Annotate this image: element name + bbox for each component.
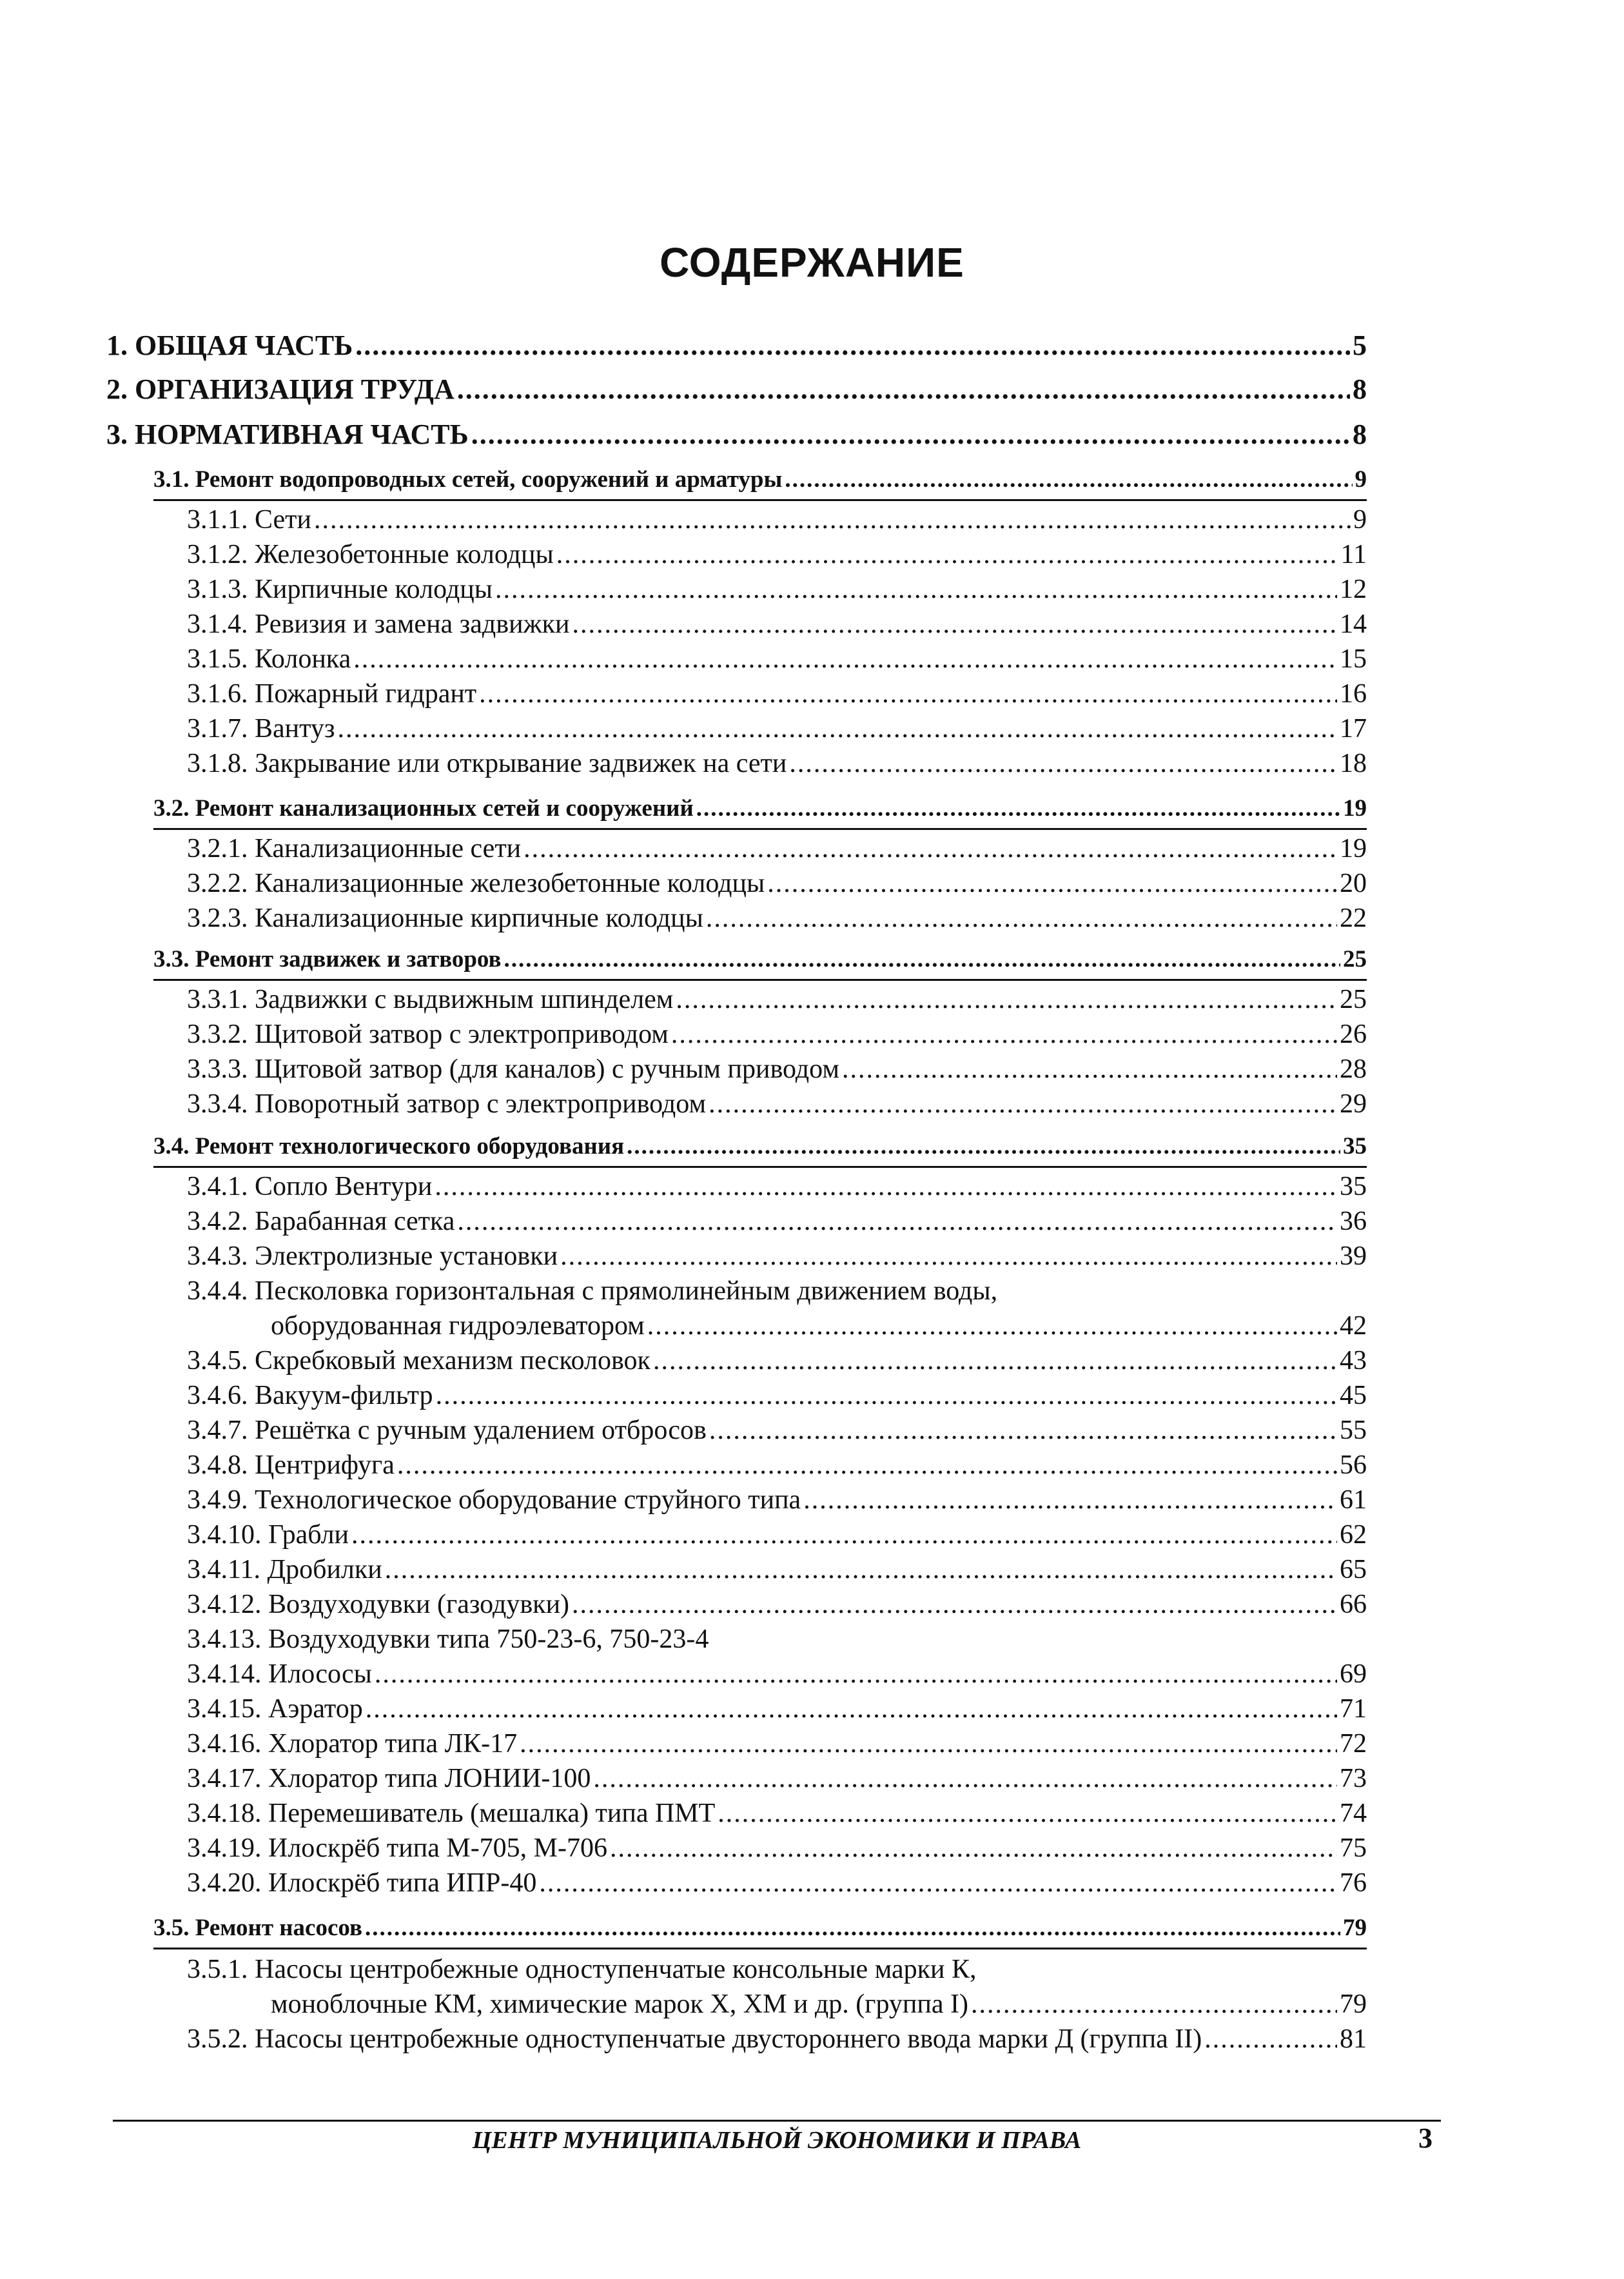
toc-page: 17 [1340, 714, 1367, 744]
toc-label: 3.4.12. Воздуходувки (газодувки) [187, 1590, 570, 1619]
leader-dots [479, 678, 1337, 709]
leader-dots [560, 1241, 1337, 1272]
toc-label: 3.5.2. Насосы центробежные одноступенчатые двустороннего ввода марки Д (группа II) [187, 2024, 1202, 2054]
toc-label: 3.1.6. Пожарный гидрант [187, 679, 477, 709]
leader-dots [471, 418, 1350, 451]
toc-label: 3.4.19. Илоскрёб типа М-705, М-706 [187, 1833, 608, 1863]
leader-dots [842, 1054, 1337, 1085]
toc-entry-3-4-7[interactable] [187, 1415, 1367, 1446]
toc-label: 3.4.14. Илососы [187, 1659, 372, 1689]
leader-dots [435, 1171, 1337, 1202]
leader-dots [457, 373, 1350, 406]
page-title: СОДЕРЖАНИЕ [660, 239, 964, 286]
toc-entry-3-4-5[interactable] [187, 1345, 1367, 1376]
leader-dots [495, 574, 1337, 605]
leader-dots [353, 644, 1337, 675]
leader-dots [610, 1833, 1337, 1864]
leader-dots [397, 1450, 1337, 1481]
toc-page: 73 [1340, 1764, 1367, 1793]
leader-dots [504, 945, 1340, 973]
section-divider [153, 979, 1367, 981]
toc-page: 39 [1340, 1241, 1367, 1271]
toc-label: 3.1.1. Сети [187, 505, 311, 535]
leader-dots [385, 1554, 1337, 1585]
toc-label: 3.5.1. Насосы центробежные одноступенчатые консольные марки К, [187, 1955, 977, 1984]
toc-entry-3-4-1[interactable] [187, 1171, 1367, 1202]
toc-label: 3.2.3. Канализационные кирпичные колодцы [187, 903, 703, 933]
toc-entry-3-3-2[interactable] [187, 1019, 1367, 1050]
toc-label: 3.3.2. Щитовой затвор с электроприводом [187, 1020, 669, 1049]
toc-entry-3-1-3[interactable] [187, 574, 1367, 605]
toc-label: 3.3.4. Поворотный затвор с электроприводом [187, 1089, 707, 1119]
toc-entry-3-2-1[interactable] [187, 833, 1367, 864]
toc-page: 61 [1340, 1485, 1367, 1515]
toc-page: 8 [1353, 373, 1367, 405]
leader-dots [709, 1415, 1337, 1446]
leader-dots [572, 1589, 1337, 1620]
toc-page: 79 [1343, 1915, 1367, 1941]
toc-page: 14 [1340, 609, 1367, 639]
toc-page: 71 [1340, 1694, 1367, 1724]
toc-label: 3.1.4. Ревизия и замена задвижки [187, 609, 570, 639]
toc-label: 3.1.2. Железобетонные колодцы [187, 540, 554, 569]
section-divider [153, 828, 1367, 830]
toc-entry-3-4-13[interactable] [187, 1624, 709, 1655]
toc-page: 42 [1340, 1311, 1367, 1341]
toc-entry-3-4-20[interactable] [187, 1868, 1367, 1899]
toc-entry-3-1-7[interactable] [187, 713, 1367, 744]
toc-label: 3.1. Ремонт водопроводных сетей, сооружений и арматуры [153, 466, 783, 493]
toc-page: 66 [1340, 1590, 1367, 1619]
toc-entry-3-4-12[interactable] [187, 1589, 1367, 1620]
toc-label: 3.4.5. Скребковый механизм песколовок [187, 1346, 651, 1376]
toc-entry-3-4-4[interactable] [187, 1276, 997, 1307]
toc-label: 3.1.8. Закрывание или открывание задвижек на сети [187, 749, 787, 778]
toc-entry-3-4-2[interactable] [187, 1206, 1367, 1237]
toc-page: 75 [1340, 1833, 1367, 1863]
toc-entry-3-5-1-cont[interactable] [271, 1989, 1367, 2020]
toc-label: 3.3.1. Задвижки с выдвижным шпинделем [187, 985, 674, 1014]
leader-dots [457, 1206, 1337, 1237]
toc-page: 43 [1340, 1346, 1367, 1376]
toc-label: 3.4.2. Барабанная сетка [187, 1207, 455, 1236]
toc-entry-3-3-1[interactable] [187, 984, 1367, 1015]
leader-dots [520, 1728, 1337, 1759]
toc-entry-3-4-15[interactable] [187, 1693, 1367, 1724]
toc-page: 11 [1340, 540, 1367, 569]
leader-dots [314, 504, 1351, 535]
toc-entry-3-1-6[interactable] [187, 678, 1367, 709]
toc-label: 3.3.3. Щитовой затвор (для каналов) с ручным приводом [187, 1054, 839, 1084]
toc-entry-2[interactable] [106, 373, 1367, 406]
leader-dots [803, 1485, 1337, 1515]
toc-label: моноблочные КМ, химические марок Х, ХМ и др. (группа I) [271, 1989, 968, 2019]
toc-page: 26 [1340, 1020, 1367, 1049]
toc-label: 3.2.1. Канализационные сети [187, 834, 522, 863]
toc-entry-3-4-9[interactable] [187, 1485, 1367, 1515]
toc-label: 3.4.11. Дробилки [187, 1555, 382, 1584]
toc-entry-3-4-14[interactable] [187, 1659, 1367, 1690]
toc-label: 3.3. Ремонт задвижек и затворов [153, 946, 502, 972]
toc-entry-3-4-11[interactable] [187, 1554, 1367, 1585]
toc-entry-3-1-2[interactable] [187, 539, 1367, 570]
toc-entry-3-3[interactable] [153, 945, 1367, 973]
toc-entry-3-1-4[interactable] [187, 609, 1367, 640]
toc-page: 22 [1340, 903, 1367, 933]
toc-entry-3-5-1[interactable] [187, 1954, 977, 1985]
toc-entry-3-1[interactable] [153, 466, 1367, 493]
toc-entry-3-4-8[interactable] [187, 1450, 1367, 1481]
toc-label: 3.4.4. Песколовка горизонтальная с прямолинейным движением воды, [187, 1276, 998, 1306]
toc-page: 15 [1340, 644, 1367, 674]
leader-dots [789, 748, 1337, 779]
toc-page: 35 [1340, 1172, 1367, 1201]
toc-page: 20 [1340, 869, 1367, 898]
toc-page: 72 [1340, 1729, 1367, 1759]
toc-label: 3.4.9. Технологическое оборудование струйного типа [187, 1485, 801, 1515]
leader-dots [366, 1693, 1337, 1724]
leader-dots [338, 713, 1337, 744]
section-divider [153, 499, 1367, 501]
toc-page: 74 [1340, 1799, 1367, 1828]
toc-page: 8 [1353, 419, 1367, 450]
leader-dots [627, 1132, 1340, 1160]
toc-label: 2. ОРГАНИЗАЦИЯ ТРУДА [106, 373, 455, 405]
leader-dots [365, 1914, 1340, 1942]
leader-dots [436, 1380, 1337, 1411]
leader-dots [706, 903, 1337, 934]
toc-entry-3-4-10[interactable] [187, 1519, 1367, 1550]
toc-label: 3.1.3. Кирпичные колодцы [187, 575, 493, 604]
toc-page: 19 [1343, 795, 1367, 822]
leader-dots [767, 868, 1337, 899]
page-number: 3 [1418, 2122, 1433, 2154]
leader-dots [556, 539, 1338, 570]
toc-label: 3.4.17. Хлоратор типа ЛОНИИ-100 [187, 1764, 591, 1793]
toc-entry-3-5[interactable] [153, 1914, 1367, 1942]
toc-label: 3.2. Ремонт канализационных сетей и сооружений [153, 795, 694, 822]
toc-entry-3-4-6[interactable] [187, 1380, 1367, 1411]
toc-label: 3.1.7. Вантуз [187, 714, 335, 744]
leader-dots [718, 1798, 1337, 1829]
leader-dots [572, 609, 1338, 640]
toc-page: 45 [1340, 1381, 1367, 1410]
leader-dots [375, 1659, 1337, 1690]
toc-page: 25 [1340, 985, 1367, 1014]
toc-label: 3.4.16. Хлоратор типа ЛК-17 [187, 1729, 518, 1759]
toc-page: 56 [1340, 1450, 1367, 1480]
toc-page: 18 [1340, 749, 1367, 778]
toc-label: 3.4.15. Аэратор [187, 1694, 363, 1724]
leader-dots [971, 1989, 1337, 2020]
toc-label: 3.5. Ремонт насосов [153, 1915, 362, 1941]
leader-dots [355, 329, 1350, 362]
toc-label: 3.4.6. Вакуум-фильтр [187, 1381, 433, 1410]
toc-entry-3-3-3[interactable] [187, 1054, 1367, 1085]
toc-entry-3-4-19[interactable] [187, 1833, 1367, 1864]
toc-label: 3.1.5. Колонка [187, 644, 351, 674]
toc-label: оборудованная гидроэлеватором [271, 1311, 645, 1341]
toc-page: 25 [1343, 946, 1367, 972]
toc-page: 29 [1340, 1089, 1367, 1119]
toc-page: 62 [1340, 1520, 1367, 1550]
toc-page: 69 [1340, 1659, 1367, 1689]
toc-page: 81 [1340, 2024, 1367, 2054]
leader-dots [785, 466, 1352, 493]
leader-dots [653, 1345, 1337, 1376]
toc-entry-3-4-17[interactable] [187, 1763, 1367, 1794]
toc-entry-3-2-3[interactable] [187, 903, 1367, 934]
leader-dots [647, 1310, 1337, 1341]
toc-page: 55 [1340, 1416, 1367, 1445]
leader-dots [709, 1089, 1337, 1120]
toc-label: 3.4.13. Воздуходувки типа 750-23-6, 750-23-4 [187, 1624, 709, 1654]
toc-entry-3-1-1[interactable] [187, 504, 1367, 535]
leader-dots [696, 794, 1340, 822]
toc-entry-1[interactable] [106, 329, 1367, 362]
toc-entry-3-1-8[interactable] [187, 748, 1367, 779]
toc-label: 3.4.8. Центрифуга [187, 1450, 395, 1480]
toc-entry-3[interactable] [106, 418, 1367, 451]
toc-entry-3-4-18[interactable] [187, 1798, 1367, 1829]
toc-label: 1. ОБЩАЯ ЧАСТЬ [106, 330, 353, 361]
toc-label: 3.4.10. Грабли [187, 1520, 349, 1550]
toc-label: 3.4.7. Решётка с ручным удалением отбросов [187, 1416, 707, 1445]
toc-page: 19 [1340, 834, 1367, 863]
toc-page: 76 [1340, 1868, 1367, 1898]
toc-entry-3-4-4-cont[interactable] [271, 1310, 1367, 1341]
toc-page: 9 [1355, 466, 1367, 493]
leader-dots [671, 1019, 1337, 1050]
toc-entry-3-1-5[interactable] [187, 644, 1367, 675]
leader-dots [1204, 2024, 1337, 2055]
toc-page: 35 [1343, 1133, 1367, 1159]
leader-dots [593, 1763, 1337, 1794]
toc-entry-3-2-2[interactable] [187, 868, 1367, 899]
toc-entry-3-5-2[interactable] [187, 2024, 1367, 2055]
toc-entry-3-4[interactable] [153, 1132, 1367, 1160]
toc-page: 36 [1340, 1207, 1367, 1236]
toc-page: 9 [1353, 505, 1367, 535]
toc-page: 12 [1340, 575, 1367, 604]
toc-entry-3-3-4[interactable] [187, 1089, 1367, 1120]
section-divider [153, 1166, 1367, 1168]
footer-publisher: ЦЕНТР МУНИЦИПАЛЬНОЙ ЭКОНОМИКИ И ПРАВА [472, 2127, 1082, 2154]
toc-page: 28 [1340, 1054, 1367, 1084]
leader-dots [523, 833, 1337, 864]
toc-label: 3.4. Ремонт технологического оборудования [153, 1133, 625, 1159]
toc-entry-3-4-16[interactable] [187, 1728, 1367, 1759]
leader-dots [676, 984, 1337, 1015]
toc-label: 3.4.1. Сопло Вентури [187, 1172, 433, 1201]
toc-entry-3-4-3[interactable] [187, 1241, 1367, 1272]
toc-label: 3.2.2. Канализационные железобетонные колодцы [187, 869, 765, 898]
toc-entry-3-2[interactable] [153, 794, 1367, 822]
leader-dots [351, 1519, 1337, 1550]
toc-label: 3. НОРМАТИВНАЯ ЧАСТЬ [106, 419, 469, 450]
toc-page: 5 [1353, 330, 1367, 361]
toc-page: 65 [1340, 1555, 1367, 1584]
toc-page: 16 [1340, 679, 1367, 709]
toc-label: 3.4.20. Илоскрёб типа ИПР-40 [187, 1868, 537, 1898]
footer-rule [113, 2120, 1441, 2122]
toc-label: 3.4.18. Перемешиватель (мешалка) типа ПМТ [187, 1799, 716, 1828]
section-divider [153, 1948, 1367, 1949]
toc-label: 3.4.3. Электролизные установки [187, 1241, 558, 1271]
leader-dots [539, 1868, 1337, 1899]
toc-page: 79 [1340, 1989, 1367, 2019]
